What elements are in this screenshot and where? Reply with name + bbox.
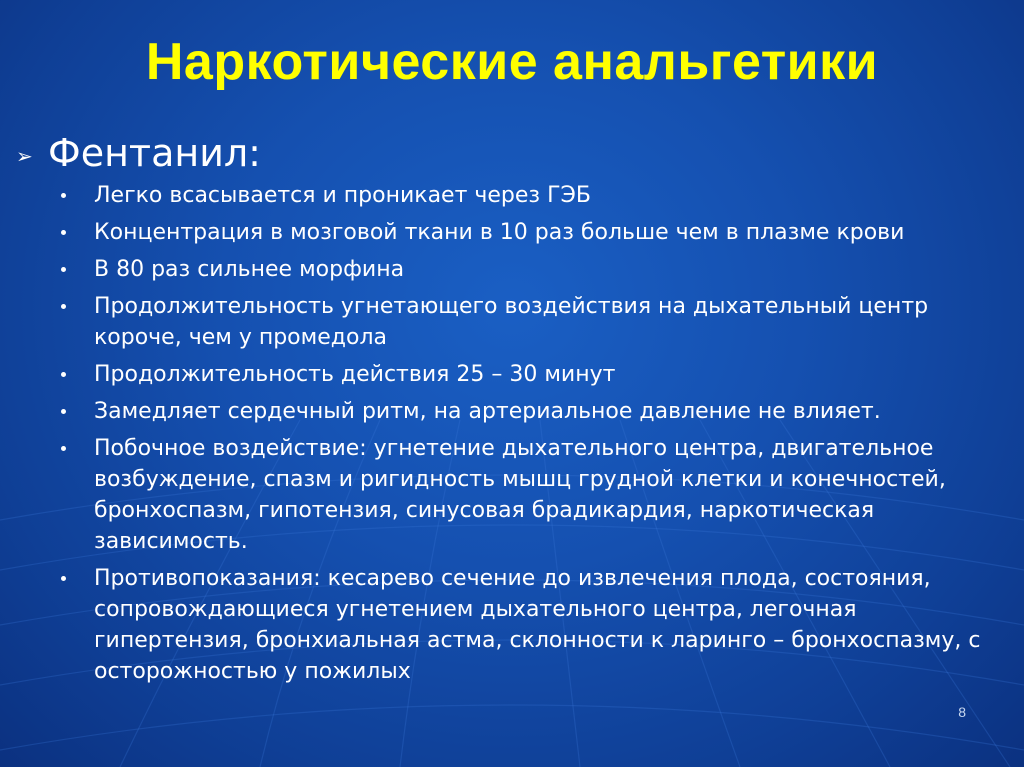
bullet-dot-icon	[61, 446, 66, 451]
bullet-item	[56, 180, 1006, 211]
bullet-item	[56, 433, 1006, 557]
bullet-dot-icon	[61, 409, 66, 414]
bullet-dot-icon	[61, 576, 66, 581]
bullet-list	[56, 180, 1006, 693]
bullet-item	[56, 291, 1006, 353]
bullet-text: Продолжительность действия 25 – 30 минут	[94, 362, 616, 387]
bullet-text: Концентрация в мозговой ткани в 10 раз больше чем в плазме крови	[94, 220, 905, 245]
bullet-dot-icon	[61, 304, 66, 309]
bullet-text: Продолжительность угнетающего воздействия на дыхательный центр короче, чем у промедола	[94, 294, 929, 350]
page-number: 8	[958, 704, 966, 720]
bullet-dot-icon	[61, 372, 66, 377]
bullet-dot-icon	[61, 267, 66, 272]
bullet-text: Легко всасывается и проникает через ГЭБ	[94, 183, 591, 208]
bullet-text: Противопоказания: кесарево сечение до извлечения плода, состояния, сопровождающиеся угнетением дыхательного центра, легочная гипертензия, бронхиальная астма, склонности к ларинго – бронхоспазму, с осторожностью у пожилых	[94, 566, 981, 684]
bullet-text: Побочное воздействие: угнетение дыхательного центра, двигательное возбуждение, спазм и ригидность мышц грудной клетки и конечностей, бронхоспазм, гипотензия, синусовая брадикардия, наркотическая зависимость.	[94, 436, 946, 554]
bullet-item	[56, 254, 1006, 285]
slide-title: Наркотические анальгетики	[145, 33, 879, 91]
bullet-text: В 80 раз сильнее морфина	[94, 257, 405, 282]
bullet-item	[56, 217, 1006, 248]
section-heading	[16, 128, 261, 178]
bullet-dot-icon	[61, 230, 66, 235]
section-heading-text: Фентанил:	[48, 131, 261, 175]
bullet-item	[56, 396, 1006, 427]
bullet-item	[56, 563, 1006, 687]
bullet-text: Замедляет сердечный ритм, на артериальное давление не влияет.	[94, 399, 881, 424]
arrow-bullet-icon: ➢	[16, 144, 33, 168]
bullet-dot-icon	[61, 193, 66, 198]
bullet-item	[56, 359, 1006, 390]
